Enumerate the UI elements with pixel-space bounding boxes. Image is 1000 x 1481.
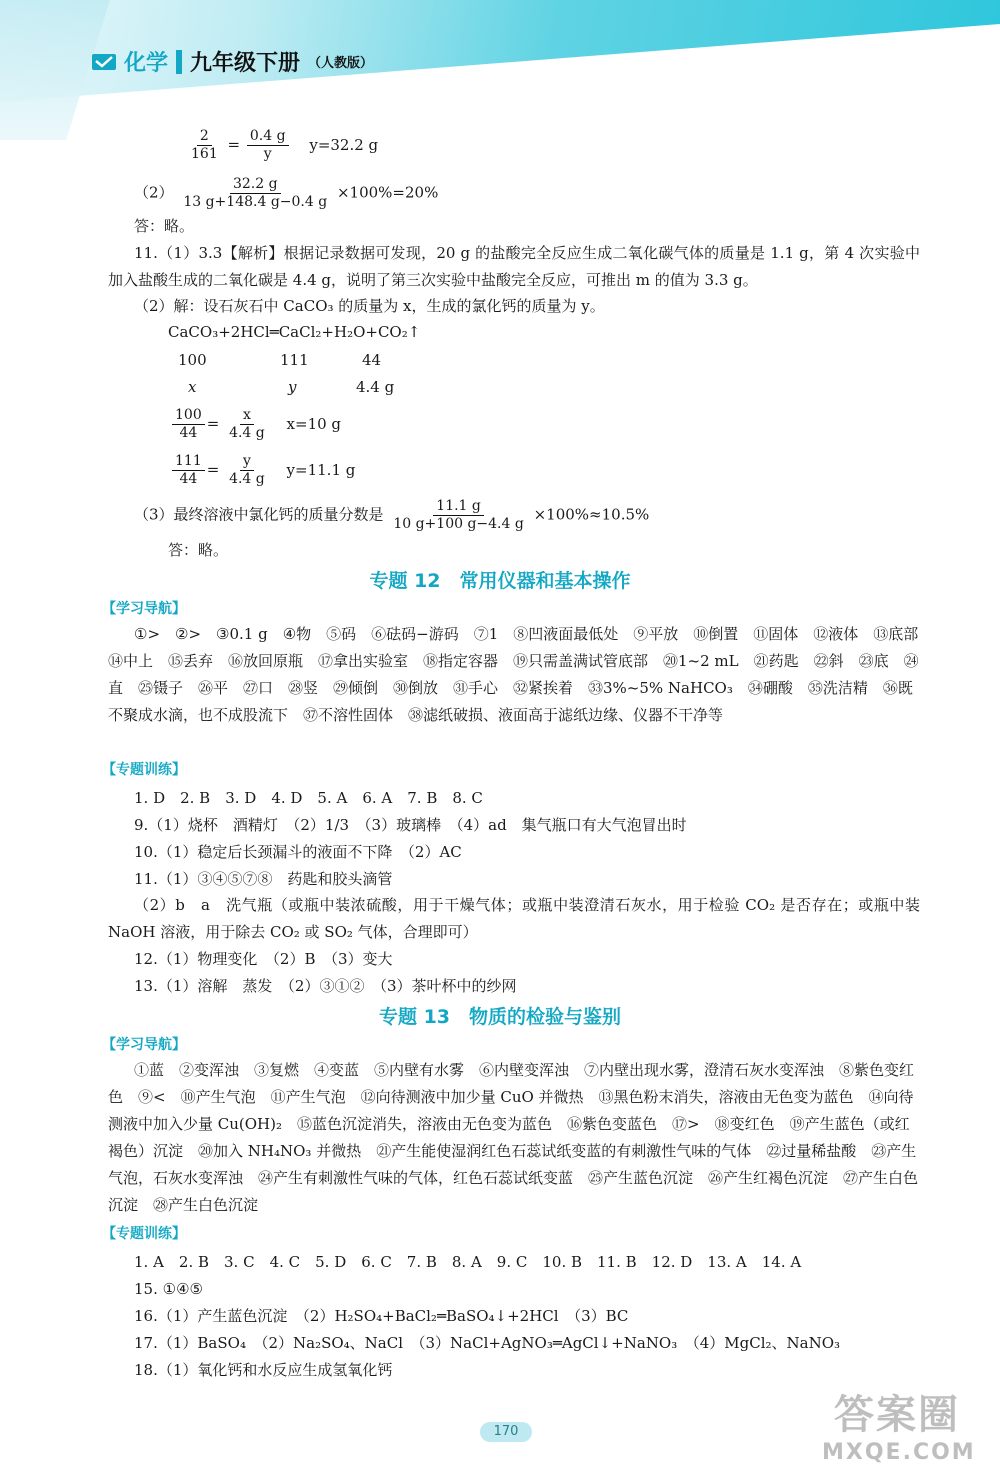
topic13-line: 17.（1）BaSO₄ （2）Na₂SO₄、NaCl （3）NaCl+AgNO₃═AgCl↓+NaNO₃ （4）MgCl₂、NaNO₃ xyxy=(134,1334,841,1352)
watermark-line: 答案圈 xyxy=(834,1392,960,1438)
variable: y xyxy=(288,378,297,396)
topic13-test-label: 【专题训练】 xyxy=(102,1226,186,1242)
edition-label: （人教版） xyxy=(308,56,374,71)
variable: 4.4 g xyxy=(356,378,395,396)
calc-line-1: $\frac{2}{161}$ = $\frac{0.4 g}{y}$ y=32.2 g xyxy=(186,128,378,163)
molar-mass: 100 xyxy=(178,351,207,369)
topic13-line: 16.（1）产生蓝色沉淀 （2）H₂SO₄+BaCl₂═BaSO₄↓+2HCl （3）BC xyxy=(134,1307,629,1325)
topic12-line: 13.（1）溶解 蒸发 （2）③①② （3）茶叶杯中的纱网 xyxy=(134,977,517,995)
topic12-line: 10.（1）稳定后长颈漏斗的液面不下降 （2）AC xyxy=(134,843,462,861)
variable: x xyxy=(188,378,197,396)
chemical-equation: CaCO₃+2HCl═CaCl₂+H₂O+CO₂↑ xyxy=(168,323,421,341)
topic13-guide-label: 【学习导航】 xyxy=(102,1037,186,1053)
topic12-line: 1. D 2. B 3. D 4. D 5. A 6. A 7. B 8. C xyxy=(134,789,483,807)
molar-mass: 111 xyxy=(280,351,309,369)
calc-line-2: （2） $\frac{32.2 g}{13 g+148.4 g-0.4 g}$ ×100%=20% xyxy=(134,176,439,210)
answer-line: 答：略。 xyxy=(134,217,195,235)
answer-line: 答：略。 xyxy=(168,541,229,559)
topic12-line: 12.（1）物理变化 （2）B （3）变大 xyxy=(134,950,393,968)
proportion-x: $\frac{100}{44}$ = $\frac{x}{4.4 g}$ x=10 g xyxy=(170,407,341,442)
topic12-guide-label: 【学习导航】 xyxy=(102,601,186,617)
topic13-line: 15. ①④⑤ xyxy=(134,1280,203,1298)
fraction: $\frac{11.1 g}{10 g+100 g-4.4 g}$ xyxy=(393,498,524,532)
header-divider xyxy=(176,50,182,74)
topic12-guide: ①> ②> ③0.1 g ④物 ⑤码 ⑥砝码−游码 ⑦1 ⑧凹液面最低处 ⑨平放 ⑩倒置 ⑪固体 ⑫液体 ⑬底部 ⑭中上 ⑮丢弃 ⑯放回原瓶 ⑰拿出实验室 ⑱指定容器 ⑲只需盖满试管底部 ⑳1~2 mL ㉑药匙 ㉒斜 ㉓底 ㉔直 ㉕镊子 ㉖平 ㉗口 ㉘竖 ㉙倾倒 ㉚倒放 ㉛手心 ㉜紧挨着 ㉝3%~5% NaHCO₃ ㉞硼酸 ㉟洗洁精 ㊱既不聚成水滴，也不成股流下 ㊲不溶性固体 ㊳滤纸破损、液面高于滤纸边缘、仪器不干净等 xyxy=(108,625,934,724)
q11-part2: （2）解：设石灰石中 CaCO₃ 的质量为 x，生成的氯化钙的质量为 y。 xyxy=(134,297,605,315)
topic12-line: 9.（1）烧杯 酒精灯 （2）1/3 （3）玻璃棒 （4）ad 集气瓶口有大气泡冒出时 xyxy=(134,816,687,834)
topic12-line: 11.（1）③④⑤⑦⑧ 药匙和胶头滴管 xyxy=(134,870,393,888)
fraction: $\frac{y}{4.4 g}$ xyxy=(229,453,265,487)
molar-mass: 44 xyxy=(362,351,382,369)
topic12-q11-2: （2）b a 洗气瓶（或瓶中装浓硫酸，用于干燥气体；或瓶中装澄清石灰水，用于检验 CO₂ 是否存在；或瓶中装 NaOH 溶液，用于除去 CO₂ 或 SO₂ 气体，合理即可） xyxy=(108,896,920,941)
proportion-y: $\frac{111}{44}$ = $\frac{y}{4.4 g}$ y=11.1 g xyxy=(170,453,355,488)
topic12-title: 专题 12 常用仪器和基本操作 xyxy=(369,570,631,592)
topic13-line: 18.（1）氧化钙和水反应生成氢氧化钙 xyxy=(134,1361,393,1379)
book-icon xyxy=(92,52,116,72)
topic12-test-label: 【专题训练】 xyxy=(102,762,186,778)
watermark xyxy=(822,1390,976,1474)
topic13-line: 1. A 2. B 3. C 4. C 5. D 6. C 7. B 8. A 9. C 10. B 11. B 12. D 13. A 14. A xyxy=(134,1253,802,1271)
fraction: $\frac{111}{44}$ xyxy=(172,453,205,488)
q11-part3: （3）最终溶液中氯化钙的质量分数是 $\frac{11.1 g}{10 g+100 g-4.4 g}$ ×100%≈10.5% xyxy=(134,498,650,532)
watermark-url: MXQE.COM xyxy=(822,1440,976,1465)
fraction: $\frac{0.4 g}{y}$ xyxy=(247,128,289,163)
fraction: $\frac{2}{161}$ xyxy=(191,128,218,162)
fraction: $\frac{32.2 g}{13 g+148.4 g-0.4 g}$ xyxy=(183,176,328,210)
fraction: $\frac{100}{44}$ xyxy=(172,407,205,442)
grade-title: 九年级下册 xyxy=(190,51,301,76)
page-header xyxy=(92,46,373,77)
q11-part1: 11.（1）3.3【解析】根据记录数据可发现，20 g 的盐酸完全反应生成二氧化碳气体的质量是 1.1 g，第 4 次实验中加入盐酸生成的二氧化碳是 4.4 g，说明了第三次实验中盐酸完全反应，可推出 m 的值为 3.3 g。 xyxy=(108,244,920,289)
subject-title: 化学 xyxy=(124,51,169,76)
page-number: 170 xyxy=(480,1422,532,1442)
topic13-guide: ①蓝 ②变浑浊 ③复燃 ④变蓝 ⑤内壁有水雾 ⑥内壁变浑浊 ⑦内壁出现水雾，澄清石灰水变浑浊 ⑧紫色变红色 ⑨< ⑩产生气泡 ⑪产生气泡 ⑫向待测液中加少量 CuO 并微热 ⑬黑色粉末消失，溶液由无色变为蓝色 ⑭向待测液中加入少量 Cu(OH)₂ ⑮蓝色沉淀消失，溶液由无色变为蓝色 ⑯紫色变蓝色 ⑰> ⑱变红色 ⑲产生蓝色（或红褐色）沉淀 ⑳加入 NH₄NO₃ 并微热 ㉑产生能使湿润红色石蕊试纸变蓝的有刺激性气味的气体 ㉒过量稀盐酸 ㉓产生气泡，石灰水变浑浊 ㉔产生有刺激性气味的气体，红色石蕊试纸变蓝 ㉕产生蓝色沉淀 ㉖产生红褐色沉淀 ㉗产生白色沉淀 ㉘产生白色沉淀 xyxy=(108,1061,919,1214)
topic13-title: 专题 13 物质的检验与鉴别 xyxy=(378,1006,622,1028)
fraction: $\frac{x}{4.4 g}$ xyxy=(229,407,265,441)
